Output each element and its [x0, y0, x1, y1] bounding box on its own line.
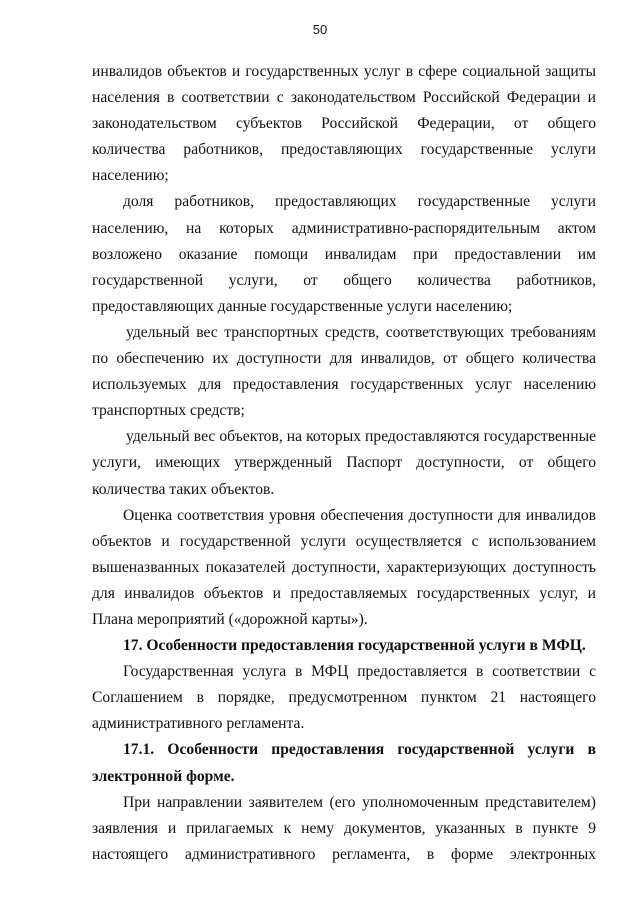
paragraph-staff-share: доля работников, предоставляющих государственные услуги населению, на которых административно-распорядительным актом возложено оказание помощи инвалидам при предоставлении им государственной услуги, от общего количества работников, предоставляющих данные государственные услуги населению; [92, 193, 596, 315]
paragraph-objects-share: удельный вес объектов, на которых предоставляются государственные услуги, имеющих утвержденный Паспорт доступности, от общего количества таких объектов. [92, 428, 596, 498]
section-heading-17: 17. Особенности предоставления государственной услуги в МФЦ. [123, 637, 586, 655]
paragraph-electronic-submission: При направлении заявителем (его уполномоченным представителем) заявления и прилагаемых к нему документов, указанных в пункте 9 настоящего административного регламента, в форме электронных [92, 793, 596, 863]
section-heading-17-1: 17.1. Особенности предоставления государственной услуги в электронной форме. [92, 741, 596, 785]
page-number: 50 [312, 22, 328, 37]
paragraph-accessibility-assessment: Оценка соответствия уровня обеспечения доступности для инвалидов объектов и государственной услуги осуществляется с использованием вышеназванных показателей доступности, характеризующих доступность для инвалидов объектов и предоставляемых государственных услуг, и Плана мероприятий («дорожной карты»). [92, 506, 596, 628]
paragraph-transport-share: удельный вес транспортных средств, соответствующих требованиям по обеспечению их доступности для инвалидов, от общего количества используемых для предоставления государственных услуг населению транспортных средств; [92, 323, 596, 420]
page-body [92, 59, 596, 868]
paragraph-mfc-service: Государственная услуга в МФЦ предоставляется в соответствии с Соглашением в порядке, предусмотренном пунктом 21 настоящего административного регламента. [92, 663, 596, 733]
paragraph-continuation: инвалидов объектов и государственных услуг в сфере социальной защиты населения в соответствии с законодательством Российской Федерации и законодательством субъектов Российской Федерации, от общего количества работников, предоставляющих государственные услуги населению; [92, 63, 596, 185]
